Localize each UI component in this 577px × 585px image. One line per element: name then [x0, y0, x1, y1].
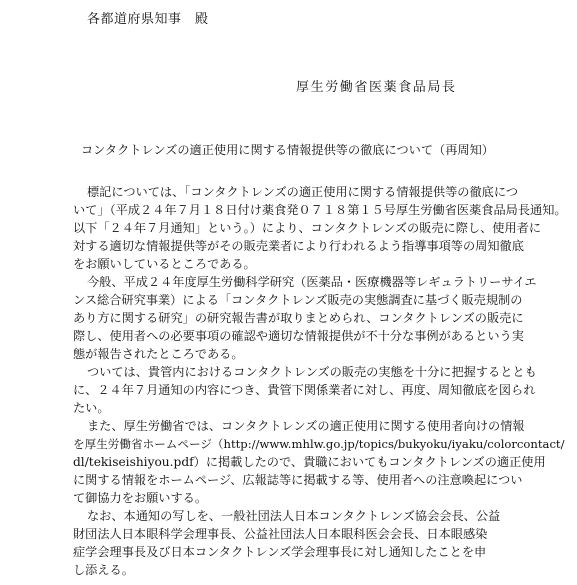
body-line: なお、本通知の写しを、一般社団法人日本コンタクトレンズ協会会長、公益: [87, 509, 501, 523]
body-line: 今般、平成２４年度厚生労働科学研究（医薬品・医療機器等レギュラトリーサイエ: [87, 275, 537, 289]
body-line: 態が報告されたところである。: [73, 347, 244, 361]
body-line: ンス総合研究事業）による「コンタクトレンズ販売の実態調査に基づく販売規制の: [73, 293, 523, 307]
body-line: をお願いしているところである。: [73, 257, 256, 271]
body-line: 標記については、「コンタクトレンズの適正使用に関する情報提供等の徹底につ: [87, 185, 519, 199]
body-line: 以下「２４年７月通知」という。）により、コンタクトレンズの販売に際し、使用者に: [73, 221, 542, 235]
sender: 厚生労働省医薬食品局長: [296, 80, 457, 95]
body-line: あり方に関する研究」の研究報告書が取りまとめられ、コンタクトレンズの販売に: [73, 311, 524, 325]
addressee: 各都道府県知事 殿: [87, 12, 209, 27]
body-line: たい。: [73, 401, 110, 415]
body-line: て御協力をお願いする。: [73, 491, 208, 505]
body-line: dl/tekiseishiyou.pdf）に掲載したので、貴職においてもコンタクトレンズの適正使用: [73, 455, 546, 469]
body-line: いて」（平成２４年７月１８日付け薬食発０７１８第１５号厚生労働省医薬食品局長通知。: [73, 203, 567, 217]
body-line: また、厚生労働省では、コンタクトレンズの適正使用に関する使用者向けの情報: [87, 419, 525, 433]
body-line: 対する適切な情報提供等がその販売業者により行われるよう指導事項等の周知徹底: [73, 239, 524, 253]
body-line: 際し、使用者への必要事項の確認や適切な情報提供が不十分な事例があるという実: [73, 329, 524, 343]
document-title: コンタクトレンズの適正使用に関する情報提供等の徹底について（再周知）: [81, 143, 494, 157]
body-line: に関する情報をホームページ、広報誌等に掲載する等、使用者への注意喚起につい: [73, 473, 523, 487]
body-line: 財団法人日本眼科学会理事長、公益社団法人日本眼科医会会長、日本眼感染: [73, 527, 488, 541]
body-line: に、２４年７月通知の内容につき、貴管下関係業者に対し、再度、周知徹底を図られ: [73, 383, 536, 397]
body-line: ついては、貴管内におけるコンタクトレンズの販売の実態を十分に把握するととも: [87, 365, 537, 379]
body-line: し添える。: [73, 563, 134, 577]
body-line: を厚生労働省ホームページ（http://www.mhlw.go.jp/topics/bukyoku/iyaku/colorcontact/: [73, 437, 565, 451]
body-line: 症学会理事長及び日本コンタクトレンズ学会理事長に対し通知したことを申: [73, 545, 487, 559]
